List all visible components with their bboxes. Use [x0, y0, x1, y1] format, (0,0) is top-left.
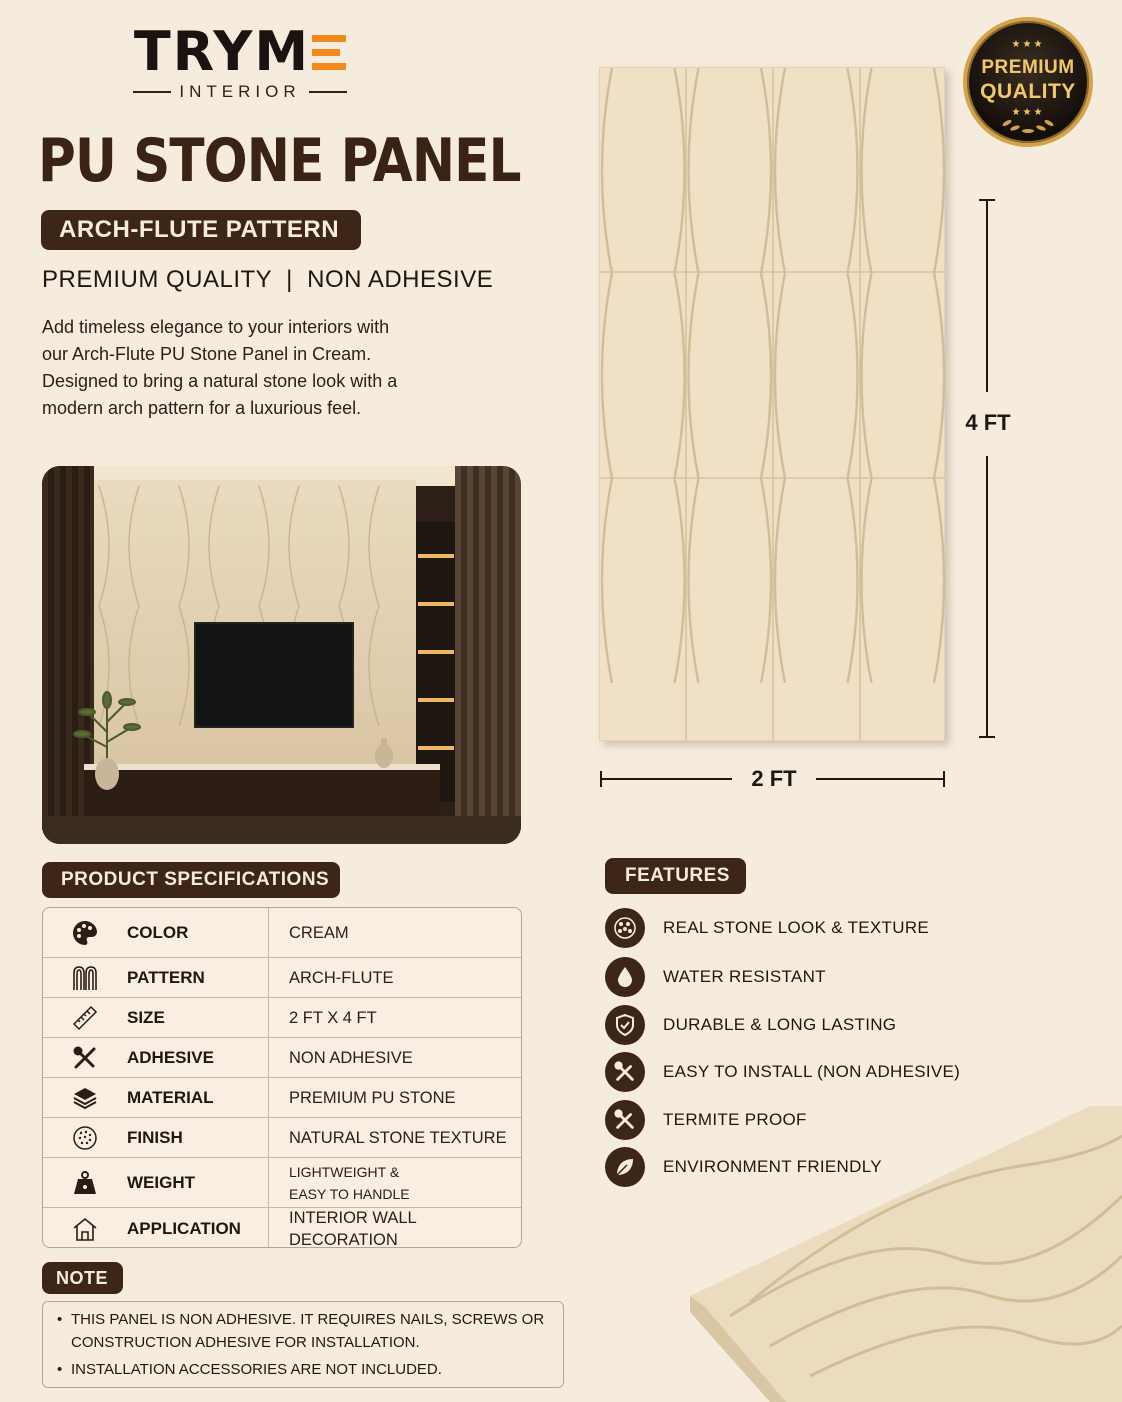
seal-line2: QUALITY [980, 80, 1076, 103]
brand-subtitle: INTERIOR [179, 82, 301, 101]
weight-icon [72, 1170, 98, 1196]
feature-label: DURABLE & LONG LASTING [663, 1015, 897, 1034]
spec-label: APPLICATION [127, 1218, 241, 1238]
home-icon [72, 1216, 98, 1242]
feature-item [605, 1005, 1025, 1045]
layers-icon [72, 1085, 98, 1111]
leaf-icon [613, 1155, 637, 1179]
brand-e-mark-icon [312, 32, 346, 72]
texture-icon [72, 1125, 98, 1151]
spec-row-size [43, 998, 522, 1038]
note-heading: NOTE [42, 1262, 123, 1294]
product-description: Add timeless elegance to your interiors with our Arch-Flute PU Stone Panel in Cream. Designed to bring a natural stone look with a modern arch pattern for a luxurious feel. [42, 317, 398, 418]
spec-label: SIZE [127, 1007, 165, 1027]
spec-label: ADHESIVE [127, 1047, 214, 1067]
ruler-icon [72, 1005, 98, 1031]
panel-slab-angle-image [690, 1106, 1122, 1402]
spec-value: PREMIUM PU STONE [268, 1078, 522, 1117]
tools-icon [613, 1060, 637, 1084]
note-item: • THIS PANEL IS NON ADHESIVE. IT REQUIRES NAILS, SCREWS OR CONSTRUCTION ADHESIVE FOR INSTALLATION. [57, 1308, 551, 1354]
spec-value: ARCH-FLUTE [268, 958, 522, 997]
feature-label: REAL STONE LOOK & TEXTURE [663, 918, 930, 937]
spec-value: INTERIOR WALL DECORATION [268, 1208, 522, 1248]
brand-name: TRYM [133, 20, 311, 83]
stars-icon: ★★★ [1011, 39, 1045, 50]
note-item: • INSTALLATION ACCESSORIES ARE NOT INCLUDED. [57, 1358, 551, 1381]
feature-label: WATER RESISTANT [663, 967, 826, 986]
spec-value: 2 FT X 4 FT [268, 998, 522, 1037]
stars-icon: ★★★ [1011, 107, 1045, 118]
shield-check-icon [613, 1013, 637, 1037]
tools-icon [72, 1045, 98, 1071]
spec-label: WEIGHT [127, 1172, 195, 1192]
flute-pattern-icon [72, 965, 98, 991]
feature-item [605, 957, 1025, 997]
height-label: 4 FT [965, 410, 1011, 435]
spec-value: CREAM [268, 908, 522, 957]
spec-row-pattern [43, 958, 522, 998]
spec-row-adhesive [43, 1038, 522, 1078]
width-label: 2 FT [751, 766, 797, 791]
page-title: PU STONE PANEL [38, 126, 521, 196]
feature-label: ENVIRONMENT FRIENDLY [663, 1157, 882, 1176]
spec-row-material [43, 1078, 522, 1118]
specs-table [42, 907, 522, 1248]
panel-product-image [599, 67, 945, 741]
feature-label: EASY TO INSTALL (NON ADHESIVE) [663, 1062, 961, 1081]
palette-icon [72, 920, 98, 946]
spec-row-finish [43, 1118, 522, 1158]
features-heading: FEATURES [605, 858, 746, 894]
pattern-badge: ARCH-FLUTE PATTERN [41, 210, 361, 250]
laurel-icon [999, 117, 1057, 135]
brand-logo [110, 20, 370, 102]
note-box [42, 1301, 564, 1388]
spec-value: NON ADHESIVE [268, 1038, 522, 1077]
spec-label: COLOR [127, 922, 189, 942]
spec-value: LIGHTWEIGHT & EASY TO HANDLE [268, 1158, 522, 1207]
seal-line1: PREMIUM [981, 57, 1075, 78]
feature-item [605, 1052, 1025, 1092]
spec-label: FINISH [127, 1127, 183, 1147]
feature-label: TERMITE PROOF [663, 1110, 807, 1129]
quality-tagline: PREMIUM QUALITY | NON ADHESIVE [42, 266, 494, 293]
room-photo [42, 466, 521, 844]
water-drop-icon [613, 965, 637, 989]
height-dimension-line [986, 200, 988, 738]
premium-quality-seal [963, 17, 1093, 147]
spec-label: PATTERN [127, 967, 205, 987]
spec-row-application [43, 1208, 522, 1248]
spec-row-color [43, 908, 522, 958]
stone-texture-icon [612, 915, 638, 941]
spec-row-weight [43, 1158, 522, 1208]
spec-value: NATURAL STONE TEXTURE [268, 1118, 522, 1157]
spec-label: MATERIAL [127, 1087, 214, 1107]
tools-icon [613, 1108, 637, 1132]
specs-heading: PRODUCT SPECIFICATIONS [42, 862, 340, 898]
tv-screen [194, 622, 354, 728]
feature-item [605, 908, 1025, 948]
